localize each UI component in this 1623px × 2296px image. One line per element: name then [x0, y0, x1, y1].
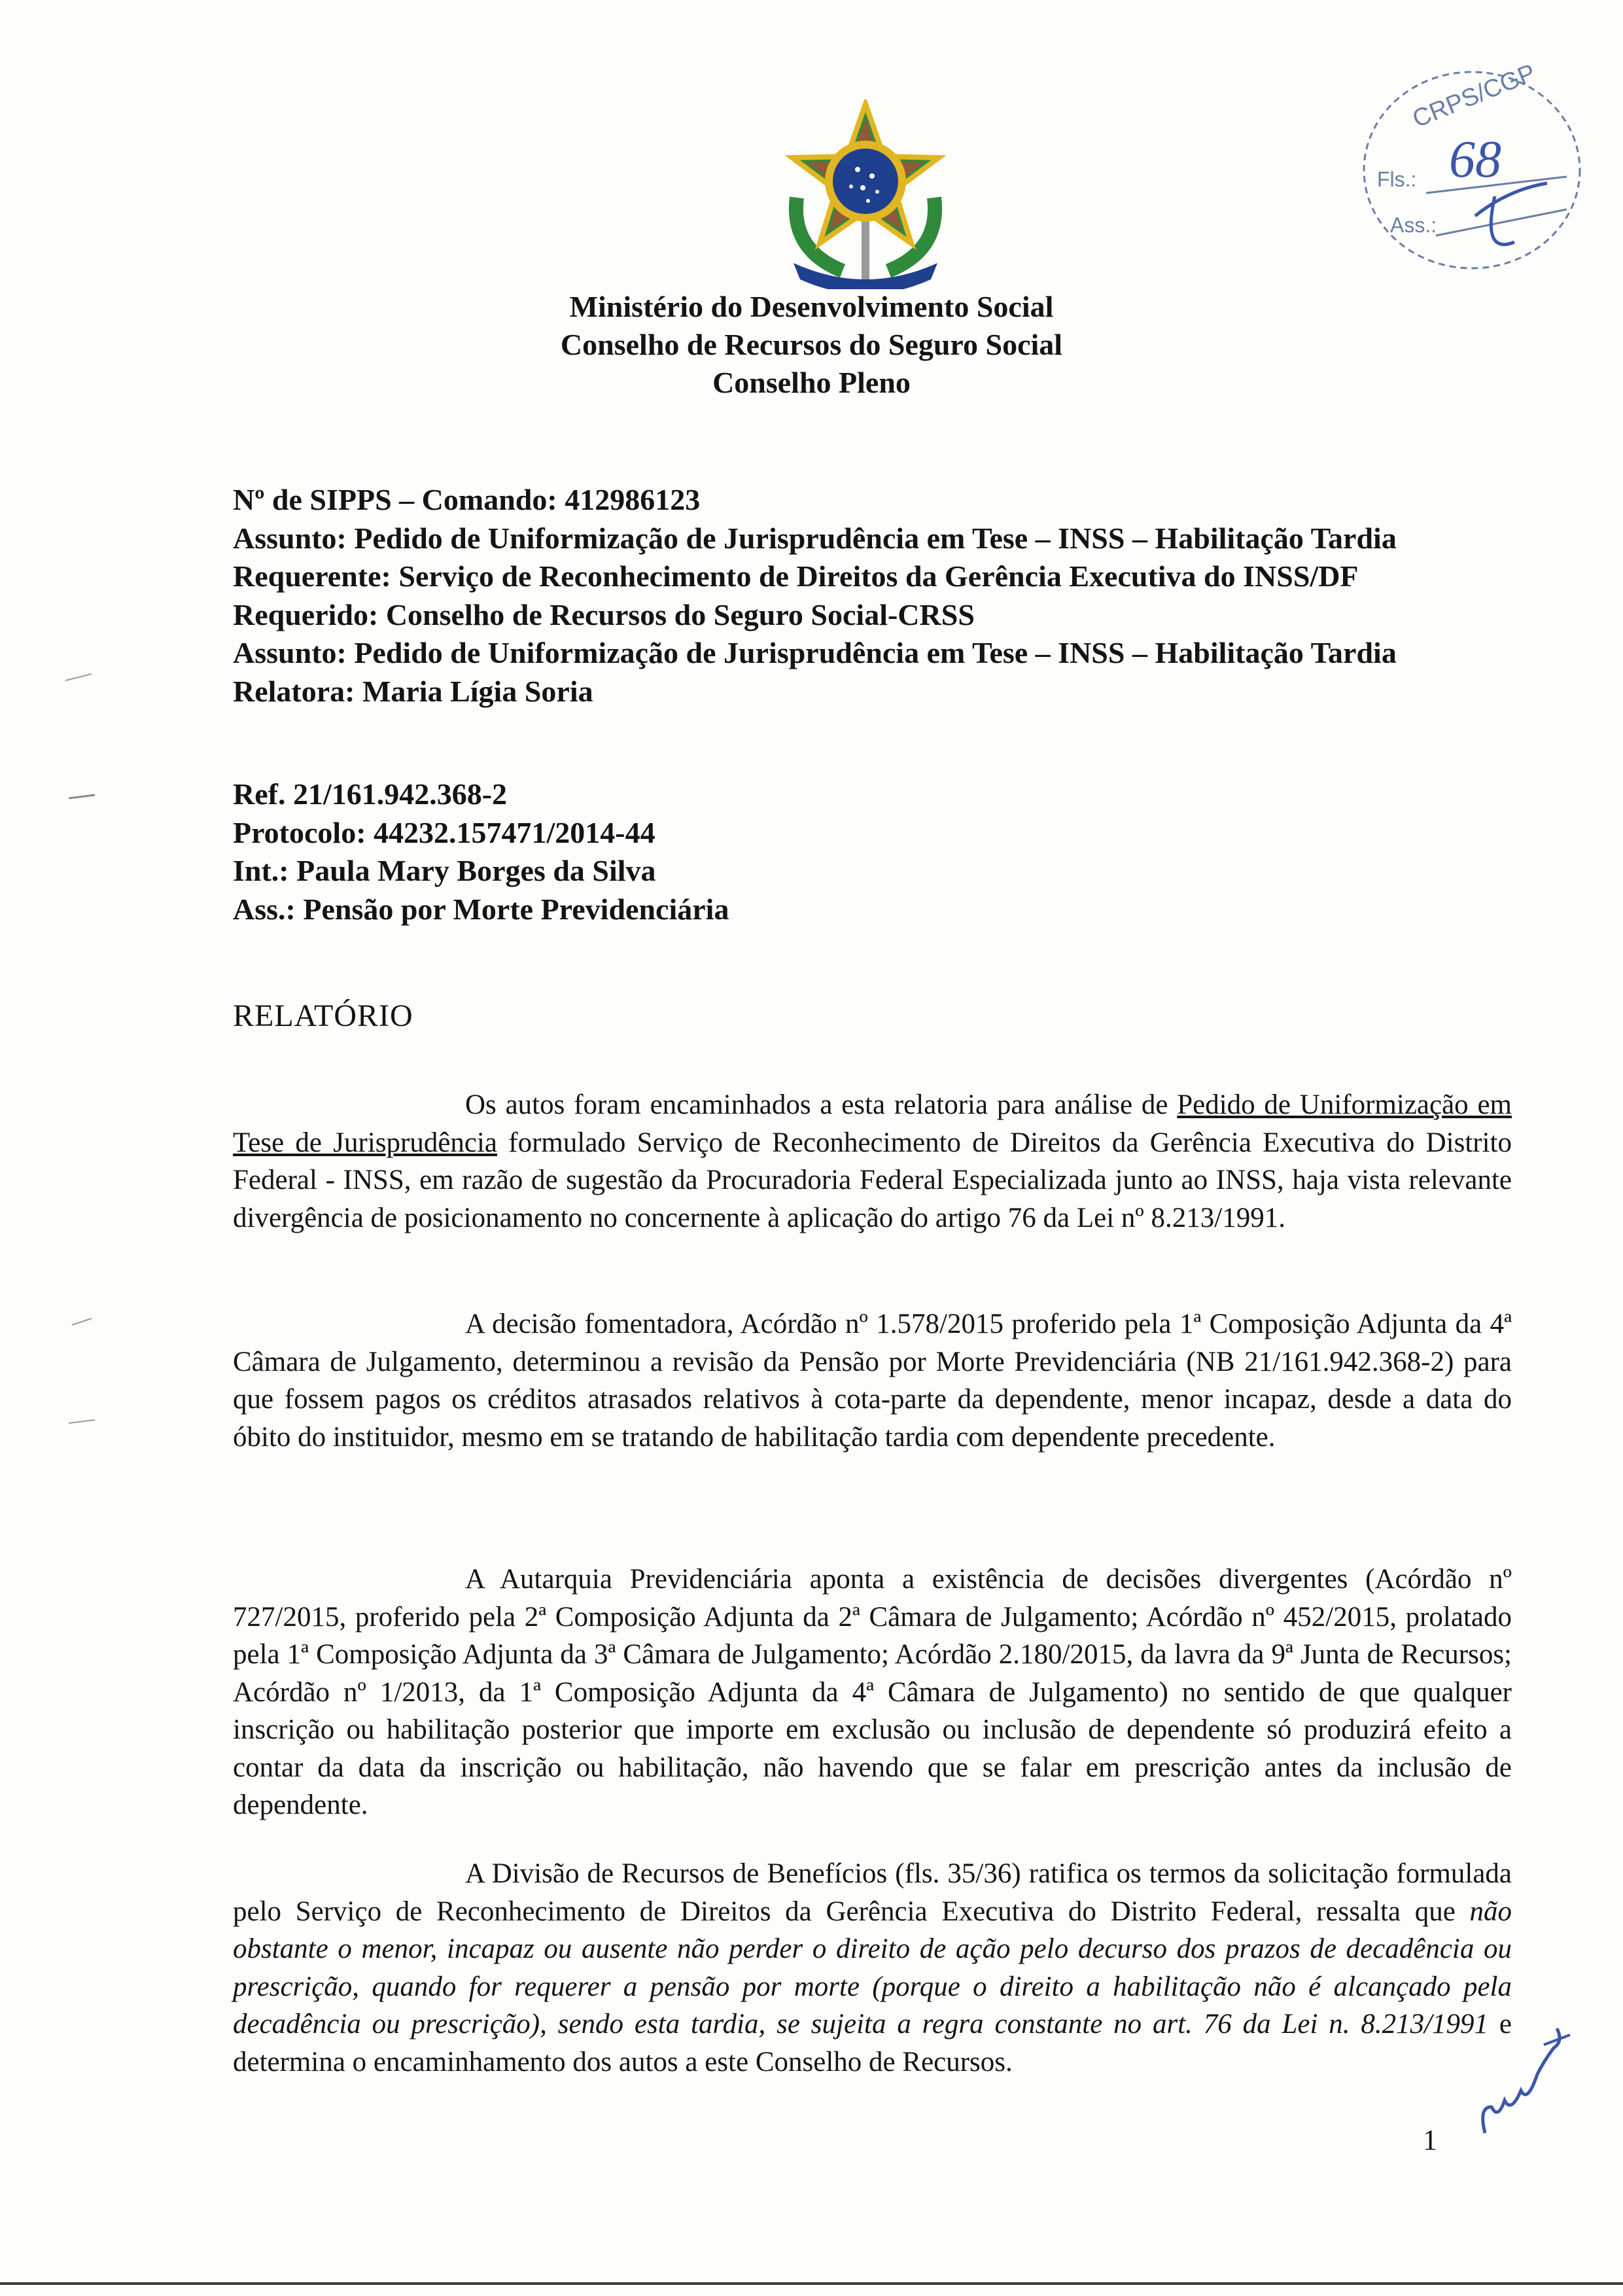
stamp-label: CRPS/CGP	[1408, 59, 1540, 133]
meta-subject: Assunto: Pedido de Uniformização de Jurisprudência em Tese – INSS – Habilitação Tardia	[233, 521, 1397, 555]
protocol-stamp	[1351, 46, 1599, 281]
handwritten-initials	[1465, 2009, 1577, 2140]
meta-respondent: Requerido: Conselho de Recursos do Seguro Social-CRSS	[233, 597, 975, 631]
meta-requester: Requerente: Serviço de Reconhecimento de Direitos da Gerência Executiva do INSS/DF	[233, 559, 1359, 593]
paragraph-1: Os autos foram encaminhados a esta relatoria para análise de Pedido de Uniformização em Tese de Jurisprudência formulado Serviço de Reconhecimento de Direitos da Gerência Executiva do Distrito Federal - INSS, em razão de sugestão da Procuradoria Federal Especializada junto ao INSS, haja vista relevante divergência de posicionamento no concernente à aplicação do artigo 76 da Lei nº 8.213/1991.	[233, 1089, 1512, 1233]
meta-sipps: Nº de SIPPS – Comando: 412986123	[233, 483, 701, 516]
stamp-fls-label: Fls.:	[1377, 168, 1417, 191]
signature-mark	[1475, 183, 1547, 245]
meta-subject-repeat: Assunto: Pedido de Uniformização de Jurisprudência em Tese – INSS – Habilitação Tardia	[233, 636, 1397, 669]
bottom-rule	[0, 2282, 1623, 2285]
case-metadata	[233, 481, 1528, 711]
paragraph-3: A Autarquia Previdenciária aponta a existência de decisões divergentes (Acórdão nº 727/2015, proferido pela 2ª Composição Adjunta da 2ª Câmara de Julgamento; Acórdão nº 452/2015, prolatado pela 1ª Composição Adjunta da 3ª Câmara de Julgamento; Acórdão 2.180/2015, da lavra da 9ª Junta de Recursos; Acórdão nº 1/2013, da 1ª Composição Adjunta da 4ª Câmara de Julgamento) no sentido de que qualquer inscrição ou habilitação posterior que importe em exclusão ou inclusão de dependente só produzirá efeito a contar da data da inscrição ou habilitação, não havendo que se falar em prescrição antes da inclusão de dependente.	[233, 1564, 1512, 1820]
stamp-ass-label: Ass.:	[1390, 213, 1437, 237]
institution-header	[0, 288, 1623, 402]
section-title: RELATÓRIO	[233, 998, 413, 1033]
case-reference	[233, 775, 1214, 928]
page-number: 1	[1423, 2124, 1437, 2156]
stamp-fls-value: 68	[1449, 131, 1501, 188]
ref-number: Ref. 21/161.942.368-2	[233, 777, 508, 811]
ref-protocol: Protocolo: 44232.157471/2014-44	[233, 815, 655, 849]
header-ministry: Ministério do Desenvolvimento Social	[569, 290, 1054, 323]
paragraph-4: A Divisão de Recursos de Benefícios (fls. 35/36) ratifica os termos da solicitação formulada pelo Serviço de Reconhecimento de Direitos da Gerência Executiva do Distrito Federal, ressalta que não obstante o menor, incapaz ou ausente não perder o direito de ação pelo decurso dos prazos de decadência ou prescrição, quando for requerer a pensão por morte (porque o direito a habilitação não é alcançado pela decadência ou prescrição), sendo esta tardia, se sujeita a regra constante no art. 76 da Lei n. 8.213/1991 e determina o encaminhamento dos autos a este Conselho de Recursos.	[233, 1858, 1512, 2077]
ref-subject: Ass.: Pensão por Morte Previdenciária	[233, 892, 729, 926]
coat-of-arms-icon	[771, 99, 960, 289]
header-council: Conselho de Recursos do Seguro Social	[560, 328, 1063, 361]
ref-interested: Int.: Paula Mary Borges da Silva	[233, 854, 656, 887]
meta-rapporteur: Relatora: Maria Lígia Soria	[233, 674, 593, 708]
header-board: Conselho Pleno	[712, 366, 911, 399]
paragraph-2: A decisão fomentadora, Acórdão nº 1.578/2015 proferido pela 1ª Composição Adjunta da 4ª Câmara de Julgamento, determinou a revisão da Pensão por Morte Previdenciária (NB 21/161.942.368-2) para que fossem pagos os créditos atrasados relativos à cota-parte da dependente, menor incapaz, desde a data do óbito do instituidor, mesmo em se tratando de habilitação tardia com dependente precedente.	[233, 1309, 1512, 1453]
